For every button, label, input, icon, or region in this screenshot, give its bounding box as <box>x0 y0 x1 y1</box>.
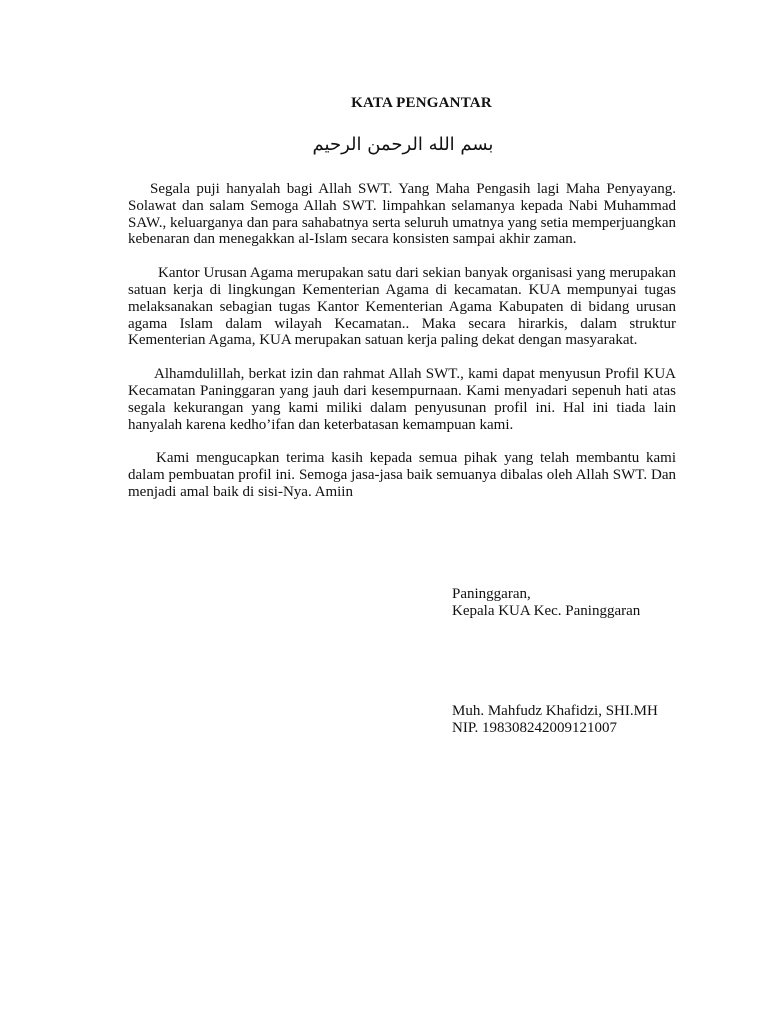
signature-header <box>452 586 640 620</box>
document-body <box>128 181 676 518</box>
signatory-nip: NIP. 198308242009121007 <box>452 720 618 736</box>
page-title: KATA PENGANTAR <box>351 95 492 111</box>
paragraph-profile: Alhamdulillah, berkat izin dan rahmat Allah SWT., kami dapat menyusun Profil KUA Kecamatan Paninggaran yang jauh dari kesempurnaan. Kami menyadari sepenuh hati atas segala kekurangan yang kami miliki dalam penyusunan profil ini. Hal ini tiada lain hanyalah karena kedho’ifan dan keterbatasan kemampuan kami. <box>128 366 676 433</box>
signatory-name: Muh. Mahfudz Khafidzi, SHI.MH <box>452 703 658 719</box>
basmala-text: بسم الله الرحمن الرحيم <box>312 134 494 155</box>
signature-position: Kepala KUA Kec. Paninggaran <box>452 603 641 619</box>
paragraph-kua-description: Kantor Urusan Agama merupakan satu dari sekian banyak organisasi yang merupakan satuan kerja di lingkungan Kementerian Agama di kecamatan. KUA mempunyai tugas melaksanakan sebagian tugas Kantor Kementerian Agama Kabupaten di bidang urusan agama Islam dalam wilayah Kecamatan.. Maka secara hirarkis, dalam struktur Kementerian Agama, KUA merupakan satuan kerja paling dekat dengan masyarakat. <box>128 265 676 349</box>
paragraph-thanks: Kami mengucapkan terima kasih kepada semua pihak yang telah membantu kami dalam pembuatan profil ini. Semoga jasa-jasa baik semuanya dibalas oleh Allah SWT. Dan menjadi amal baik di sisi-Nya. Amiin <box>128 450 676 500</box>
signature-place: Paninggaran, <box>452 586 531 602</box>
paragraph-opening: Segala puji hanyalah bagi Allah SWT. Yang Maha Pengasih lagi Maha Penyayang. Solawat dan salam Semoga Allah SWT. limpahkan selamanya kepada Nabi Muhammad SAW., keluarganya dan para sahabatnya serta seluruh umatnya yang setia memperjuangkan kebenaran dan menegakkan al-Islam secara konsisten sampai akhir zaman. <box>128 181 676 248</box>
signature-footer <box>452 703 658 737</box>
